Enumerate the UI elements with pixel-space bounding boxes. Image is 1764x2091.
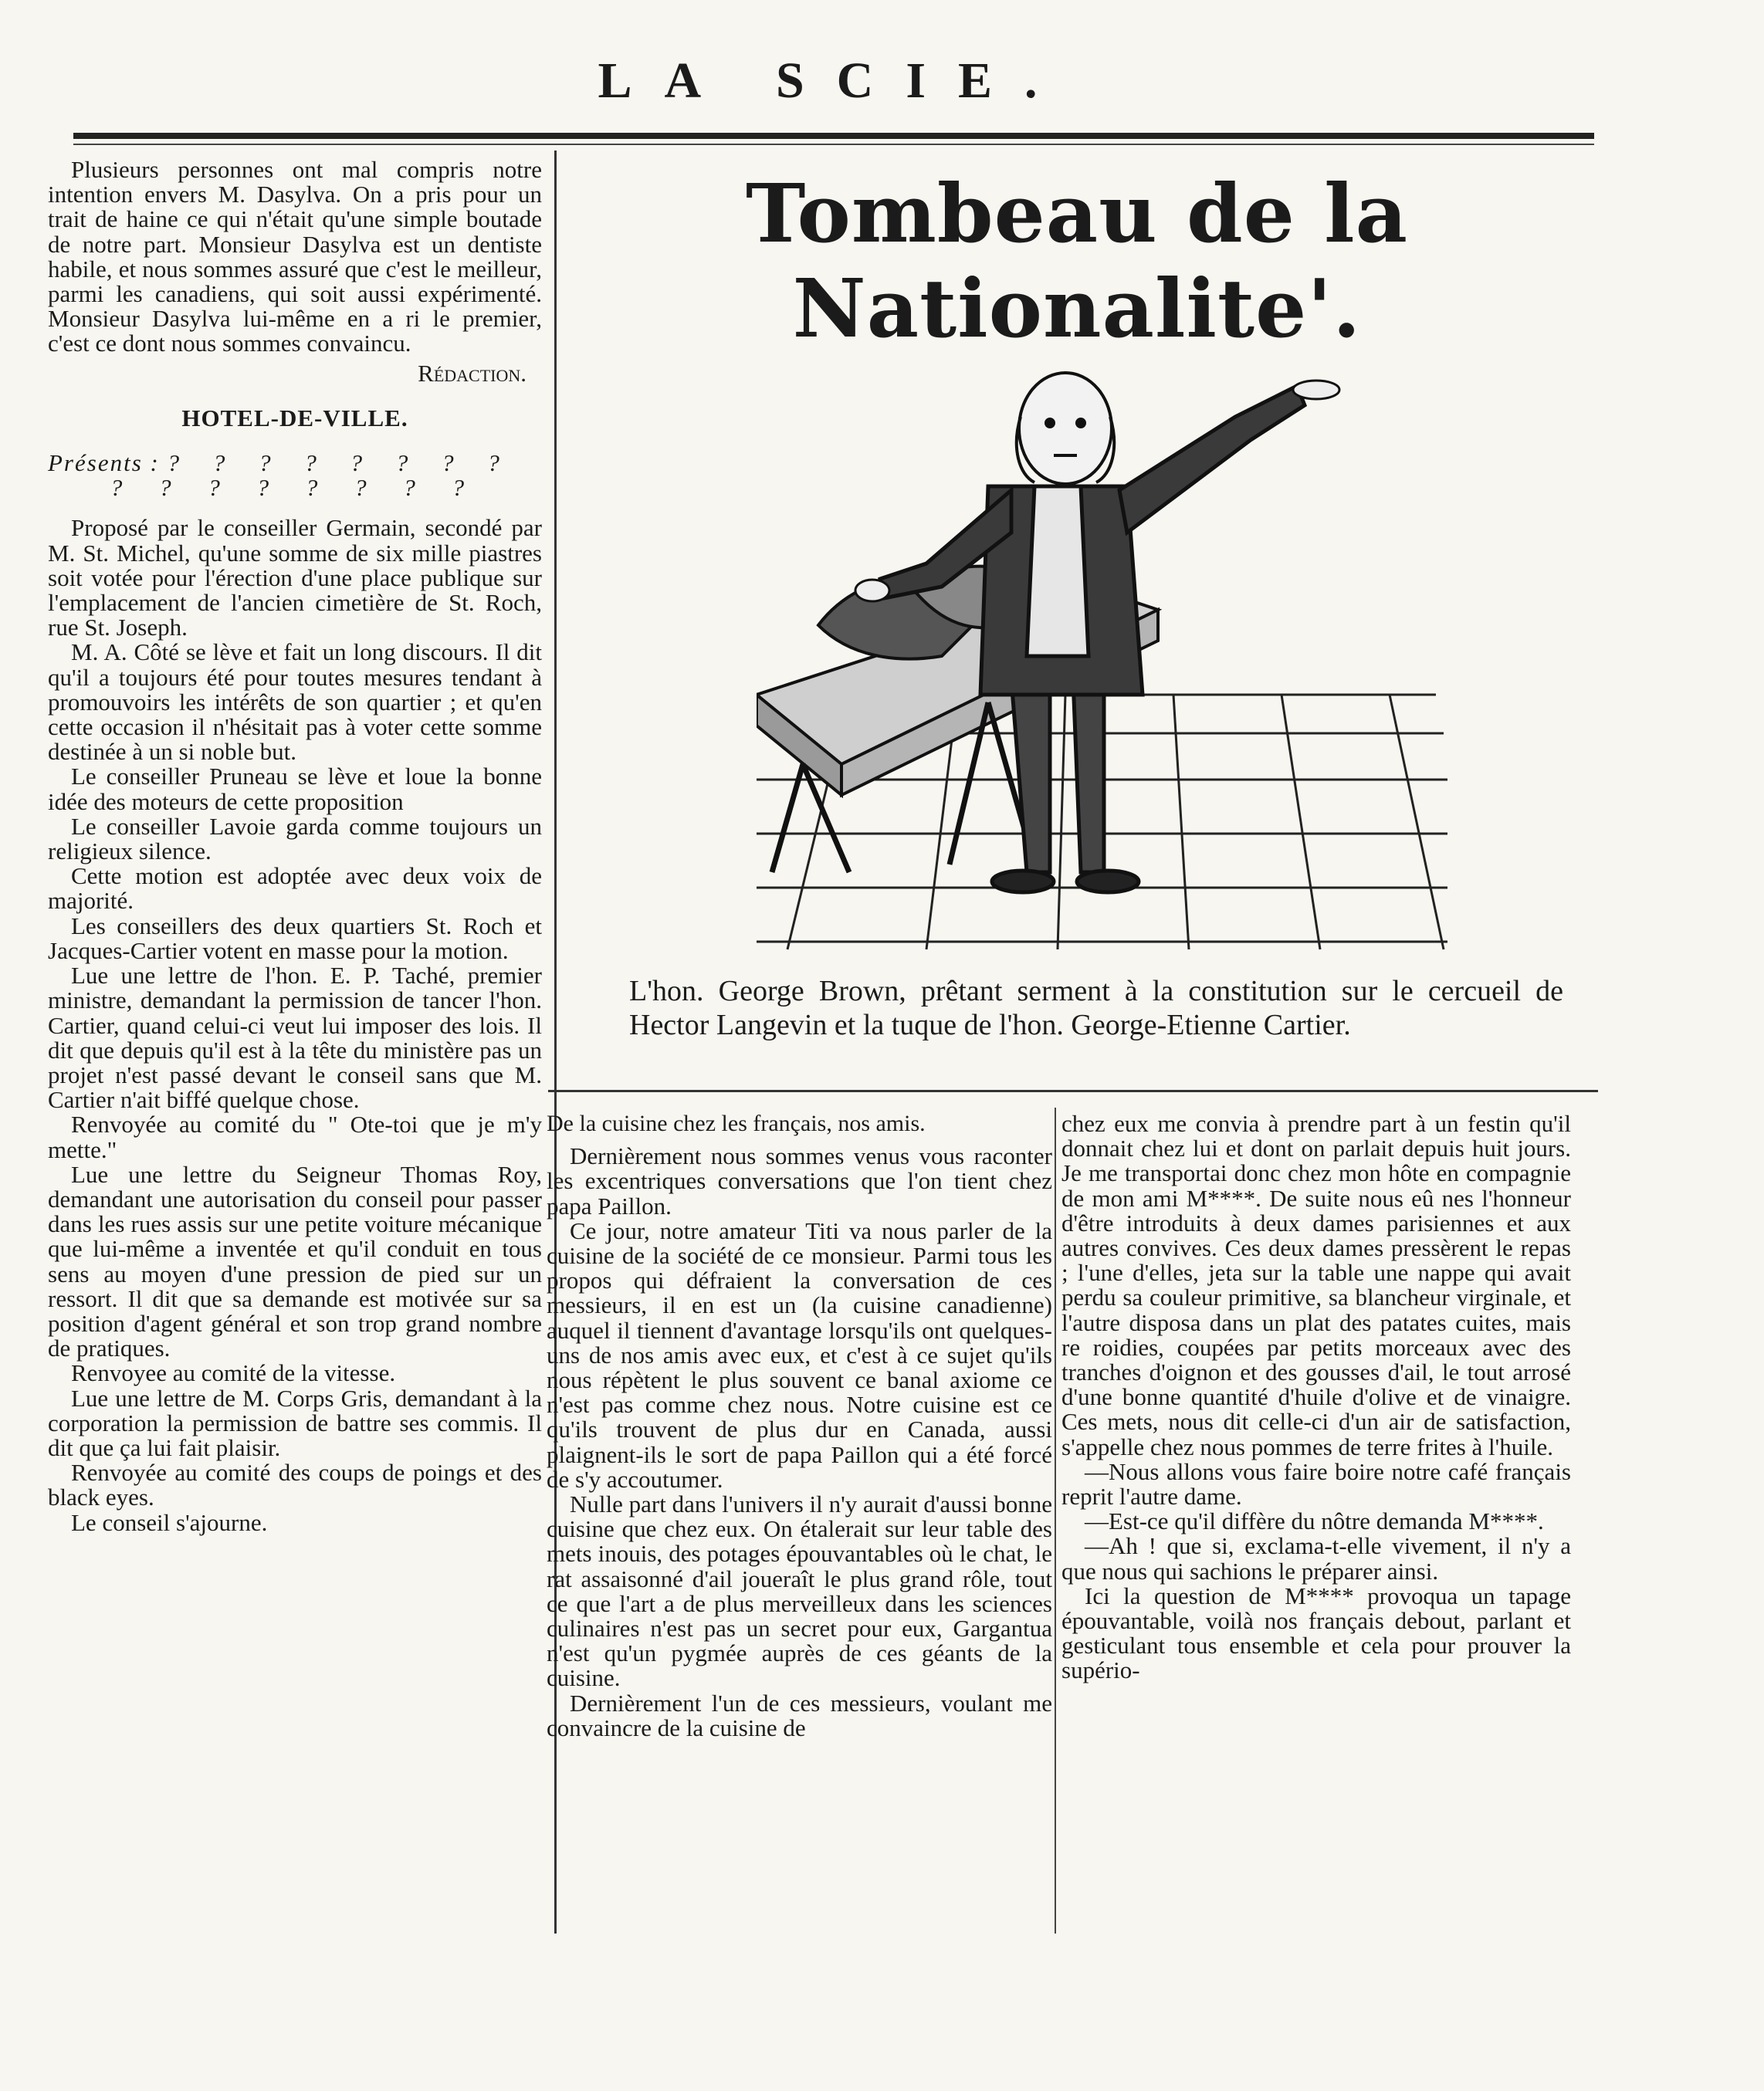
council-paragraph: Renvoyee au comité de la vitesse. <box>71 1359 396 1387</box>
article-headline: De la cuisine chez les français, nos amis. <box>547 1111 926 1136</box>
article-paragraph: —Est-ce qu'il diffère du nôtre demanda M****. <box>1085 1507 1544 1535</box>
council-paragraph: Le conseil s'ajourne. <box>71 1508 268 1536</box>
presents-label: Présents : <box>48 449 160 477</box>
top-rule <box>73 133 1594 139</box>
council-paragraph: Lue une lettre de l'hon. E. P. Taché, premier ministre, demandant la permission de tancer l'hon. Cartier, quand celui-ci veut lui imposer des lois. Il dit que depuis qu'il est à la tête du ministère pas un projet n'est passé devant le conseil sans que M. Cartier n'ait biffé quelque chose. <box>48 962 542 1114</box>
article-paragraph: Dernièrement l'un de ces messieurs, voulant me convaincre de la cuisine de <box>547 1689 1052 1741</box>
presents-list <box>48 451 542 500</box>
council-paragraph: Lue une lettre de M. Corps Gris, demandant à la corporation la permission de battre ses commis. Il dit que ça lui fait plaisir. <box>48 1384 542 1461</box>
article-paragraph: Ce jour, notre amateur Titi va nous parler de la cuisine de la société de ce monsieur. Parmi tous les propos qui défraient la conversation de ces messieurs, il en est un (la cuisine canadienne) auquel il tiennent d'avantage lorsqu'ils ont quelques-uns de nos amis avec eux, et c'est à ce sujet qu'ils nous répètent le plus souvent ce banal axiome ce n'est pas comme chez nous. Notre cuisine est ce qu'ils trouvent de plus dur en Canada, aussi plaignent-ils le sort de papa Paillon qui a été forcé de s'y accoutumer. <box>547 1216 1052 1493</box>
council-paragraph: Proposé par le conseiller Germain, secondé par M. St. Michel, qu'une somme de six mille piastres soit votée pour l'érection d'une place publique sur l'emplacement de l'ancien cimetière de St. Roch, rue St. Joseph. <box>48 514 542 641</box>
article-paragraph: chez eux me convia à prendre part à un festin qu'il donnait chez lui et dont on parlait depuis huit jours. Je me transportai donc chez mon hôte en compagnie de mon ami M****. De suite nous eû nes l'honneur d'être introduits à deux dames parisiennes et aux autres convives. Ces deux dames pressèrent le repas ; l'une d'elles, jeta sur la table une nappe qui avait perdu sa couleur primitive, sa blancheur virginale, et l'autre disposa dans un plat des patates cuites, mais re roidies, coupées par petits morceaux avec des tranches d'oignon et des gousses d'ail, le tout arrosé d'une bonne quantité d'huile d'olive et de vinaigre. Ces mets, nous dit celle-ci d'un air de satisfaction, s'appelle chez nous pommes de terre frites à l'huile. <box>1061 1110 1571 1460</box>
article-paragraph: Nulle part dans l'univers il n'y aurait d'aussi bonne cuisine que chez eux. On étalerait sur leur table des mets inouis, des potages épouvantables où le chat, le rat assaisonné d'ail joueraît le plus grand rôle, tout ce que l'art a de plus merveilleux dans les sciences culinaires n'est pas un secret pour eux, Gargantua n'est qu'un pygmée auprès de ces géants de la cuisine. <box>547 1490 1052 1692</box>
council-paragraph: Les conseillers des deux quartiers St. Roch et Jacques-Cartier votent en masse pour la motion. <box>48 912 542 964</box>
council-paragraph: Renvoyée au comité du " Ote-toi que je m'y mette." <box>48 1111 542 1163</box>
presents-marks-1: ? ? ? ? ? ? ? ? <box>167 449 513 477</box>
council-paragraph: Lue une lettre du Seigneur Thomas Roy, demandant une autorisation du conseil pour passer dans les rues assis sur une petite voiture mécanique que lui-même a inventée et qu'il conduit en tous sens au moyen d'une pression de pied sur un ressort. Il dit que sa demande est motivée sur sa position d'agent général et son trop grand nombre de pratiques. <box>48 1160 542 1362</box>
feature-bottom-rule <box>548 1090 1598 1092</box>
feature-title: Tombeau de la Nationalite'. <box>746 166 1408 356</box>
article-paragraph: —Nous allons vous faire boire notre café français reprit l'autre dame. <box>1061 1457 1571 1511</box>
top-rule-thin <box>73 144 1594 145</box>
section-title: HOTEL-DE-VILLE. <box>181 404 408 431</box>
council-paragraph: M. A. Côté se lève et fait un long discours. Il dit qu'il a toujours été pour toutes mesures tendant à promouvoirs les intérêts de son quartier ; et qu'en cette occasion il n'hésitait pas à voter cette somme destinée à un si noble but. <box>48 638 542 766</box>
engraving-illustration <box>757 332 1451 980</box>
left-column <box>48 157 542 1535</box>
masthead: LA SCIE. <box>598 52 1070 109</box>
presents-marks-2: ? ? ? ? ? ? ? ? <box>110 474 480 502</box>
article-paragraph: —Ah ! que si, exclama-t-elle vivement, il n'y a que nous qui sachions le préparer ainsi. <box>1061 1532 1571 1585</box>
right-column <box>1061 1111 1571 1683</box>
column-divider-right <box>1055 1108 1056 1934</box>
council-paragraph: Renvoyée au comité des coups de poings et des black eyes. <box>48 1459 542 1511</box>
illustration-caption: L'hon. George Brown, prêtant serment à la constitution sur le cercueil de Hector Langevin et la tuque de l'hon. George-Etienne Cartier. <box>629 975 1563 1041</box>
article-paragraph: Ici la question de M**** provoqua un tapage épouvantable, voilà nos français debout, parlant et gesticulant tous ensemble et cela pour prouver la supério- <box>1061 1582 1571 1684</box>
council-paragraph: Le conseiller Lavoie garda comme toujours un religieux silence. <box>48 812 542 865</box>
council-paragraph: Le conseiller Pruneau se lève et loue la bonne idée des moteurs de cette proposition <box>48 763 542 815</box>
middle-column <box>547 1111 1052 1741</box>
article-paragraph: Dernièrement nous sommes venus vous raconter les excentriques conversations que l'on tient chez papa Paillon. <box>547 1142 1052 1220</box>
notice-signature: Rédaction. <box>418 359 526 387</box>
council-paragraph: Cette motion est adoptée avec deux voix de majorité. <box>48 862 542 915</box>
notice-paragraph: Plusieurs personnes ont mal compris notre intention envers M. Dasylva. On a pris pour un trait de haine ce qui n'était qu'une simple boutade de notre part. Monsieur Dasylva est un dentiste habile, et nous sommes assuré que c'est le meilleur, parmi les canadiens, qui soit aussi expérimenté. Monsieur Dasylva lui-même en a ri le premier, c'est ce dont nous sommes convaincu. <box>48 156 542 357</box>
